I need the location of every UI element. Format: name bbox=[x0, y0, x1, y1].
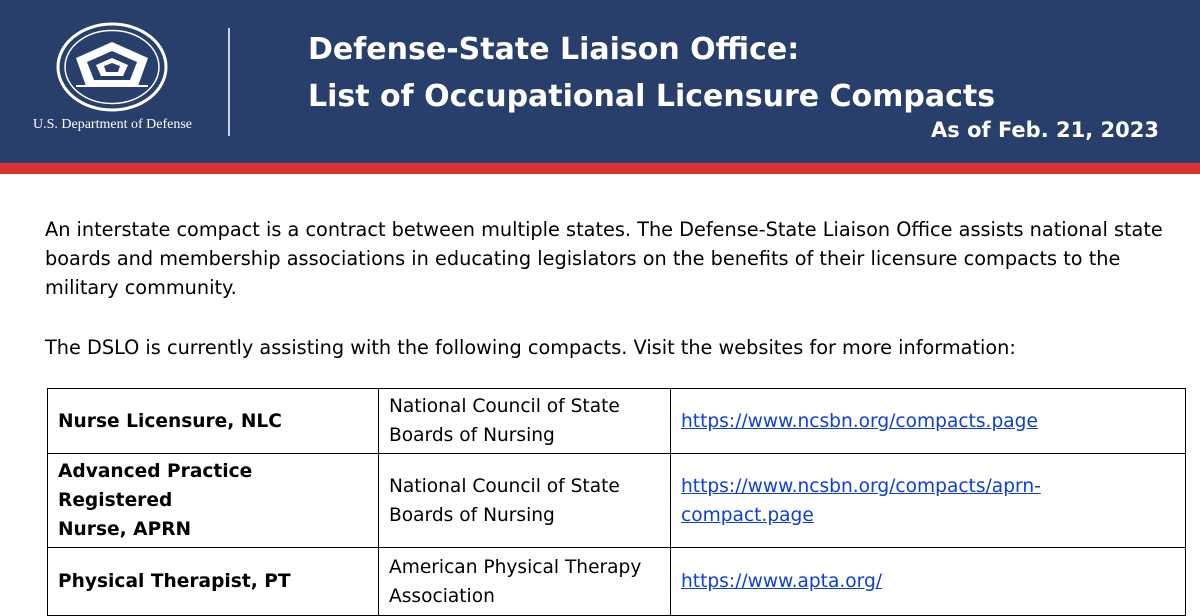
table-row bbox=[48, 548, 1186, 616]
compact-link[interactable]: https://www.ncsbn.org/compacts/aprn- bbox=[681, 475, 1041, 497]
compact-organization bbox=[379, 454, 671, 548]
header-accent-bar bbox=[0, 163, 1200, 174]
compact-website bbox=[671, 548, 1186, 616]
compact-link[interactable]: https://www.apta.org/ bbox=[681, 571, 883, 592]
header-divider bbox=[228, 28, 230, 136]
compact-name: Nurse Licensure, NLC bbox=[48, 389, 379, 454]
title-line-1: Defense-State Liaison Office: bbox=[308, 32, 800, 67]
compact-website bbox=[671, 389, 1186, 454]
compact-name: Physical Therapist, PT bbox=[48, 548, 379, 616]
intro-paragraph: An interstate compact is a contract between multiple states. The Defense-State Liaison Office assists national state boards and membership associations in educating legislators on the benefits of their licensure compacts to the military community. bbox=[45, 218, 1163, 299]
compact-organization bbox=[379, 548, 671, 616]
organization-line: Association bbox=[389, 585, 495, 607]
organization-line: National Council of State bbox=[389, 396, 620, 417]
organization-line: National Council of State bbox=[389, 475, 620, 497]
compact-name-line: Nurse, APRN bbox=[58, 519, 192, 540]
compact-link[interactable]: https://www.ncsbn.org/compacts.page bbox=[681, 410, 1038, 432]
compact-organization bbox=[379, 389, 671, 454]
as-of-date: As of Feb. 21, 2023 bbox=[931, 118, 1159, 142]
title-line-2: List of Occupational Licensure Compacts bbox=[308, 79, 996, 114]
compact-name-line: Advanced Practice Registered bbox=[58, 461, 253, 511]
table-row bbox=[48, 389, 1186, 454]
compact-link-continued[interactable]: compact.page bbox=[681, 504, 814, 526]
lead-paragraph: The DSLO is currently assisting with the following compacts. Visit the websites for more information: bbox=[45, 336, 1016, 359]
organization-line: Boards of Nursing bbox=[389, 504, 555, 526]
header-banner bbox=[0, 0, 1200, 163]
compacts-table bbox=[47, 388, 1186, 616]
pentagon-seal-icon bbox=[52, 20, 172, 120]
table-row bbox=[48, 454, 1186, 548]
organization-line: Boards of Nursing bbox=[389, 425, 555, 446]
compact-website bbox=[671, 454, 1186, 548]
organization-line: American Physical Therapy bbox=[389, 556, 642, 578]
page-title bbox=[308, 26, 995, 120]
compact-name bbox=[48, 454, 379, 548]
department-name: U.S. Department of Defense bbox=[33, 117, 193, 132]
